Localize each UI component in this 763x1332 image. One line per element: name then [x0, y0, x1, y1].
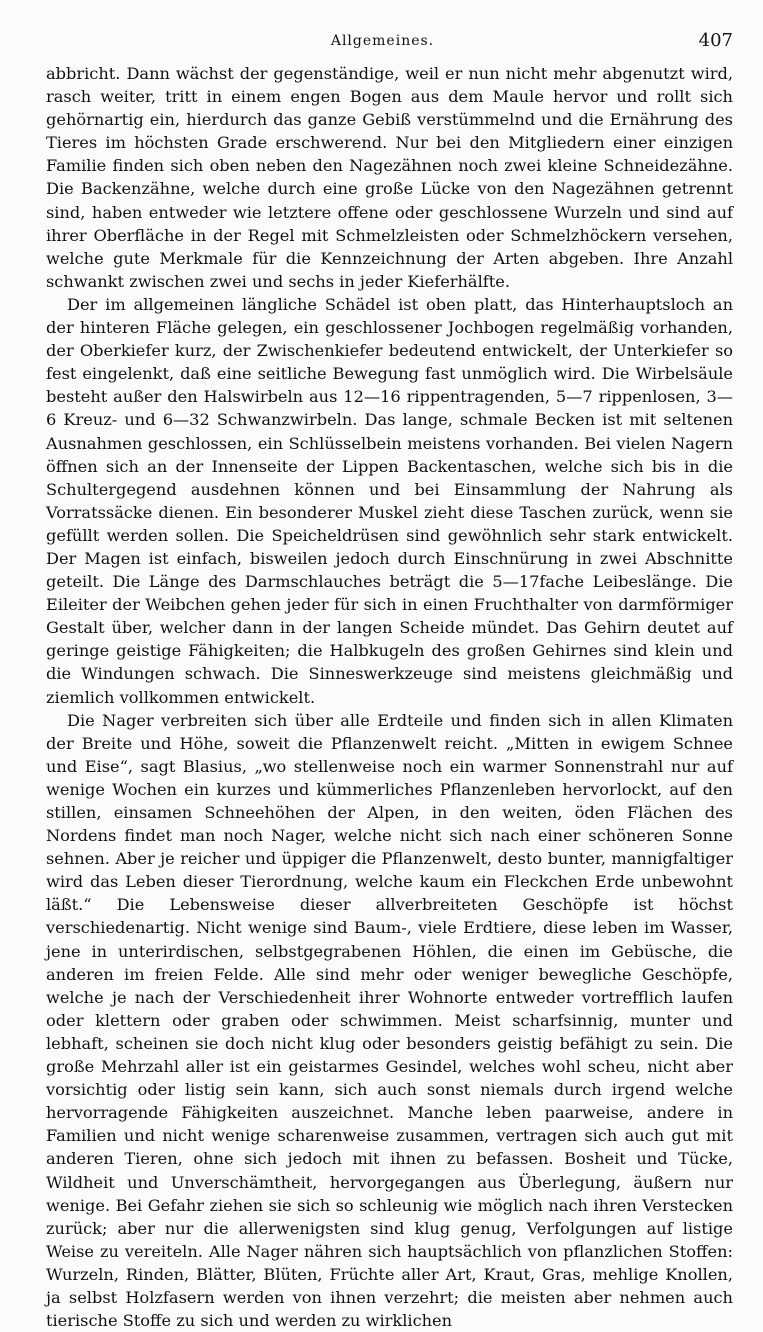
paragraph-3: Die Nager verbreiten sich über alle Erdteile und finden sich in allen Klimaten der Breite und Höhe, soweit die Pflanzenwelt reicht. „Mitten in ewigem Schnee und Eise“, sagt Blasius, „wo stellenweise noch ein warmer Sonnenstrahl nur auf wenige Wochen ein kurzes und kümmerliches Pflanzenleben hervorlockt, auf den stillen, einsamen Schneehöhen der Alpen, in den weiten, öden Flächen des Nordens findet man noch Nager, welche nicht sich nach einer schöneren Sonne sehnen. Aber je reicher und üppiger die Pflanzenwelt, desto bunter, mannigfaltiger wird das Leben dieser Tierordnung, welche kaum ein Fleckchen Erde unbewohnt läßt.“ Die Lebensweise dieser allverbreiteten Geschöpfe ist höchst verschiedenartig. Nicht wenige sind Baum-, viele Erdtiere, diese leben im Wasser, jene in unterirdischen, selbstgegrabenen Höhlen, die einen im Gebüsche, die anderen im freien Felde. Alle sind mehr oder weniger bewegliche Geschöpfe, welche je nach der Verschiedenheit ihrer Wohnorte entweder vortrefflich laufen oder klettern oder graben oder schwimmen. Meist scharfsinnig, munter und lebhaft, scheinen sie doch nicht klug oder besonders geistig befähigt zu sein. Die große Mehrzahl aller ist ein geistarmes Gesindel, welches wohl scheu, nicht aber vorsichtig oder listig sein kann, sich auch sonst niemals durch irgend welche hervorragende Fähigkeiten auszeichnet. Manche leben paarweise, andere in Familien und nicht wenige scharenweise zusammen, vertragen sich auch gut mit anderen Tieren, ohne sich jedoch mit ihnen zu befassen. Bosheit und Tücke, Wildheit und Unverschämtheit, hervorgegangen aus Überlegung, äußern nur wenige. Bei Gefahr ziehen sie sich so schleunig wie möglich nach ihren Verstecken zurück; aber nur die allerwenigsten sind klug genug, Verfolgungen auf listige Weise zu vereiteln. Alle Nager nähren sich hauptsächlich von pflanzlichen Stoffen: Wurzeln, Rinden, Blätter, Blüten, Früchte aller Art, Kraut, Gras, mehlige Knollen, ja selbst Holzfasern werden von ihnen verzehrt; die meisten aber nehmen auch tierische Stoffe zu sich und werden zu wirklichen	[46, 710, 733, 1331]
paragraph-2: Der im allgemeinen längliche Schädel ist oben platt, das Hinterhauptsloch an der hinteren Fläche gelegen, ein geschlossener Jochbogen regelmäßig vorhanden, der Oberkiefer kurz, der Zwischenkiefer bedeutend entwickelt, der Unterkiefer so fest eingelenkt, daß eine seitliche Bewegung fast unmöglich wird. Die Wirbelsäule besteht außer den Halswirbeln aus 12—16 rippentragenden, 5—7 rippenlosen, 3—6 Kreuz- und 6—32 Schwanzwirbeln. Das lange, schmale Becken ist mit seltenen Ausnahmen geschlossen, ein Schlüsselbein meistens vorhanden. Bei vielen Nagern öffnen sich an der Innenseite der Lippen Backentaschen, welche sich bis in die Schultergegend ausdehnen können und bei Einsammlung der Nahrung als Vorratssäcke dienen. Ein besonderer Muskel zieht diese Taschen zurück, wenn sie gefüllt werden sollen. Die Speicheldrüsen sind gewöhnlich sehr stark entwickelt. Der Magen ist einfach, bisweilen jedoch durch Einschnürung in zwei Abschnitte geteilt. Die Länge des Darmschlauches beträgt die 5—17fache Leibeslänge. Die Eileiter der Weibchen gehen jeder für sich in einen Fruchthalter von darmförmiger Gestalt über, welcher dann in der langen Scheide mündet. Das Gehirn deutet auf geringe geistige Fähigkeiten; die Halbkugeln des großen Gehirnes sind klein und die Windungen schwach. Die Sinneswerkzeuge sind meistens gleichmäßig und ziemlich vollkommen entwickelt.	[46, 294, 733, 707]
running-head: Allgemeines.	[330, 33, 435, 49]
paragraph-1: abbricht. Dann wächst der gegenständige, weil er nun nicht mehr abgenutzt wird, rasch weiter, tritt in einem engen Bogen aus dem Maule hervor und rollt sich gehörnartig ein, hierdurch das ganze Gebiß verstümmelnd und die Ernährung des Tieres im höchsten Grade erschwerend. Nur bei den Mitgliedern einer einzigen Familie finden sich oben neben den Nagezähnen noch zwei kleine Schneidezähne. Die Backenzähne, welche durch eine große Lücke von den Nagezähnen getrennt sind, haben entweder wie letztere offene oder geschlossene Wurzeln und sind auf ihrer Oberfläche in der Regel mit Schmelzleisten oder Schmelzhöckern versehen, welche gute Merkmale für die Kennzeichnung der Arten abgeben. Ihre Anzahl schwankt zwischen zwei und sechs in jeder Kieferhälfte.	[46, 64, 733, 291]
page-header	[32, 30, 733, 54]
page-number: 407	[698, 30, 733, 51]
body-text	[46, 62, 733, 1332]
